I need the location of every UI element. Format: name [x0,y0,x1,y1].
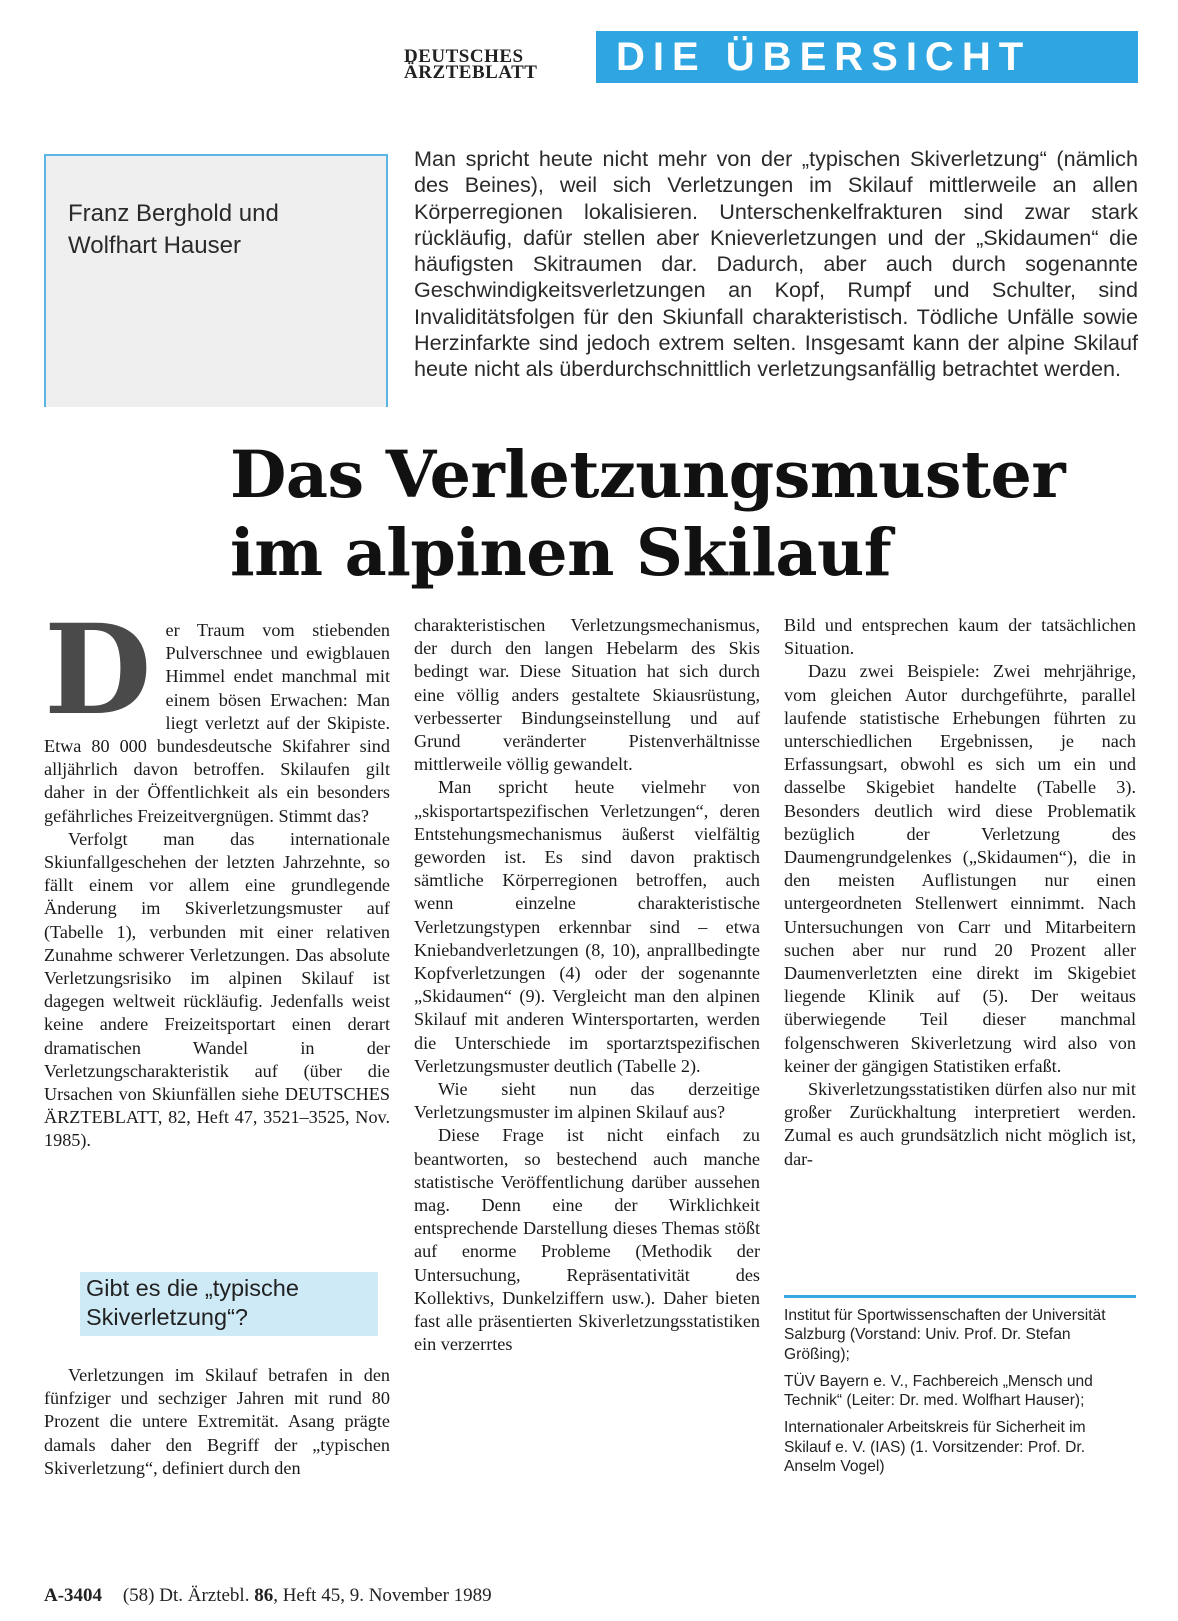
paragraph: Man spricht heute vielmehr von „skisportartspezifischen Verletzungen“, deren Entstehungsmechanismus äußerst vielfältig geworden ist. Es sind davon praktisch sämtliche Körperregionen betroffen, auch wenn einzelne charakteristische Verletzungstypen erkennbar sind – etwa Kniebandverletzungen (8, 10), anprallbedingte Kopfverletzungen (4) oder der sogenannte „Skidaumen“ (9). Vergleicht man den alpinen Skilauf mit anderen Wintersportarten, werden die Unterschiede im sportarztspezifischen Verletzungsmuster deutlich (Tabelle 2). [414,777,760,1076]
author-line2: Wolfhart Hauser [68,232,241,259]
author-box [44,154,388,407]
headline-line2: im alpinen Skilauf [230,515,892,591]
paragraph [44,598,390,828]
paragraph: charakteristischen Verletzungsmechanismus, der durch den langen Hebelarm des Skis bedingt war. Diese Situation hat sich durch eine völlig anders gestaltete Skiausrüstung, verbesserter Bindungseinstellung und auf Grund veränderter Pistenverhältnisse mittlerweile völlig gewandelt. [414,615,760,775]
journal-logo-line2: ÄRZTEBLATT [404,62,538,83]
paragraph: Wie sieht nun das derzeitige Verletzungsmuster im alpinen Skilauf aus? [414,1079,760,1123]
paragraph: Bild und entsprechen kaum der tatsächlichen Situation. [784,615,1136,659]
subheading [80,1272,378,1336]
affiliation: Internationaler Arbeitskreis für Sicherheit im Skilauf e. V. (IAS) (1. Vorsitzender: Prof. Dr. Anselm Vogel) [784,1419,1086,1476]
masthead [0,31,1178,89]
headline-line1: Das Verletzungsmuster [230,437,1066,513]
affiliation-divider [784,1295,1136,1298]
journal-logo [404,46,582,83]
paragraph-text: er Traum vom stiebenden Pulverschnee und ewigblauen Himmel endet manchmal mit einem bösen Erwachen: Man liegt verletzt auf der Skipiste. Etwa 80 000 bundesdeutsche Skifahrer sind alljährlich davon betroffen. Skilaufen gilt daher in der Öffentlichkeit als ein besonders gefährliches Freizeitvergnügen. Stimmt das? [44,620,390,826]
drop-cap: D [44,598,152,743]
subheading-line2: Skiverletzung“? [86,1304,248,1330]
citation-prefix: (58) Dt. Ärztebl. [122,1585,250,1606]
column-1-bottom [44,1364,390,1480]
paragraph: Diese Frage ist nicht einfach zu beantworten, so bestechend auch manche statistische Veröffentlichung darüber aussehen mag. Denn eine der Wirklichkeit entsprechende Darstellung dieses Themas stößt auf enorme Probleme (Methodik der Untersuchung, Repräsentativität des Kollektivs, Dunkelziffern usw.). Daher bieten fast alle präsentierten Skiverletzungsstatistiken ein verzerrtes [414,1125,760,1355]
abstract: Man spricht heute nicht mehr von der „typischen Skiverletzung“ (nämlich des Beines), weil sich Verletzungen im Skilauf mittlerweile an allen Körperregionen lokalisieren. Unterschenkelfrakturen sind zwar stark rückläufig, dafür stellen aber Knieverletzungen und der „Skidaumen“ die häufigsten Skitraumen dar. Dadurch, aber auch durch sogenannte Geschwindigkeitsverletzungen an Kopf, Rumpf und Schulter, sind Invaliditätsfolgen für den Skiunfall charakteristisch. Tödliche Unfälle sowie Herzinfarkte sind jedoch extrem selten. Insgesamt kann der alpine Skilauf heute nicht als überdurchschnittlich verletzungsanfällig betrachtet werden. [414,146,1138,382]
headline [230,436,1150,592]
paragraph: Verfolgt man das internationale Skiunfallgeschehen der letzten Jahrzehnte, so fällt einem vor allem eine grundlegende Änderung im Skiverletzungsmuster auf (Tabelle 1), verbunden mit einer relativen Zunahme schwerer Verletzungen. Das absolute Verletzungsrisiko im alpinen Skilauf ist dagegen weltweit rückläufig. Jedenfalls weist keine andere Freizeitsportart einen derart dramatischen Wandel in der Verletzungscharakteristik auf (über die Ursachen von Skiunfällen siehe DEUTSCHES ÄRZTEBLATT, 82, Heft 47, 3521–3525, Nov. 1985). [44,828,390,1151]
column-2 [414,614,760,1357]
paragraph: Verletzungen im Skilauf betrafen in den fünfziger und sechziger Jahren mit rund 80 Prozent die untere Extremität. Asang prägte damals daher den Begriff der „typischen Skiverletzung“, definiert durch den [44,1365,390,1478]
column-3 [784,614,1136,1171]
author-line1: Franz Berghold und [68,200,279,227]
column-1-top [44,598,390,1153]
affiliation: TÜV Bayern e. V., Fachbereich „Mensch und Technik“ (Leiter: Dr. med. Wolfhart Hauser); [784,1372,1093,1410]
journal-logo-line1: DEUTSCHES [404,46,524,67]
page-footer [44,1585,744,1607]
citation-volume: 86 [254,1585,274,1606]
authors [68,198,368,262]
paragraph: Skiverletzungsstatistiken dürfen also nur mit großer Zurückhaltung interpretiert werden. Zumal es auch grundsätzlich nicht möglich ist, dar- [784,1079,1136,1169]
section-banner: DIE ÜBERSICHT [596,31,1138,83]
citation-suffix: , Heft 45, 9. November 1989 [273,1585,492,1606]
affiliation: Institut für Sportwissenschaften der Universität Salzburg (Vorstand: Univ. Prof. Dr. Stefan Größing); [784,1307,1106,1363]
subheading-line1: Gibt es die „typische [86,1275,299,1301]
page-number: A-3404 [44,1585,103,1606]
affiliations [784,1306,1136,1484]
paragraph: Dazu zwei Beispiele: Zwei mehrjährige, vom gleichen Autor durchgeführte, parallel laufende statistische Erhebungen führten zu unterschiedlichen Ergebnissen, je nach Erfassungsart, obwohl es sich um ein und dasselbe Skigebiet handelte (Tabelle 3). Besonders deutlich wird diese Problematik bezüglich der Verletzung des Daumengrundgelenkes („Skidaumen“), die in den meisten Auflistungen nur einen untergeordneten Stellenwert einnimmt. Nach Untersuchungen von Carr und Mitarbeitern suchen aber nur rund 20 Prozent aller Daumenverletzten eine direkt im Skigebiet liegende Klinik auf (5). Der weitaus überwiegende Teil dieser manchmal folgenschweren Skiverletzung wird also von keiner der gängigen Statistiken erfaßt. [784,661,1136,1076]
